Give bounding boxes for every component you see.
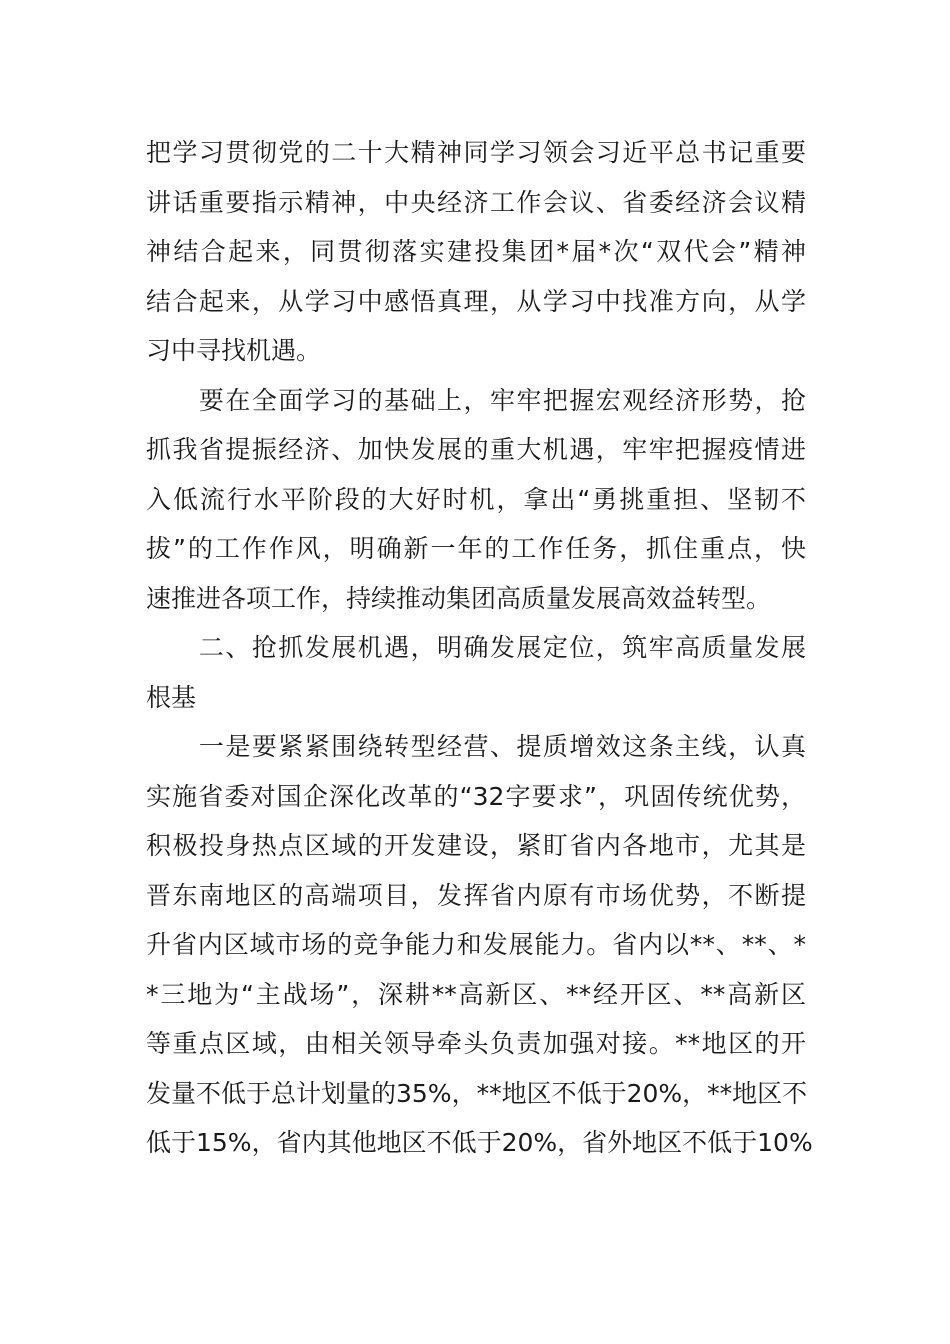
section-heading-two — [146, 623, 806, 722]
paragraph-study-integration — [146, 128, 806, 376]
text-line: 发量不低于总计划量的35%，**地区不低于20%，**地区不 — [146, 1078, 808, 1108]
text-line: 升省内区域市场的竞争能力和发展能力。省内以**、**、* — [146, 930, 806, 959]
heading-line: 二、抢抓发展机遇，明确发展定位，筑牢高质量发展 — [146, 633, 806, 662]
text-line: 结合起来，从学习中感悟真理，从学习中找准方向，从学 — [146, 286, 806, 316]
text-line: *三地为“主战场”，深耕**高新区、**经开区、**高新区 — [146, 979, 806, 1009]
text-line: 低于15%，省内其他地区不低于20%，省外地区不低于10% — [146, 1128, 813, 1157]
text-line: 讲话重要指示精神，中央经济工作会议、省委经济会议精 — [146, 187, 806, 217]
text-line: 等重点区域，由相关领导牵头负责加强对接。**地区的开 — [146, 1029, 806, 1058]
heading-line: 根基 — [146, 682, 197, 712]
text-line: 习中寻找机遇。 — [146, 336, 322, 365]
text-line: 积极投身热点区域的开发建设，紧盯省内各地市，尤其是 — [146, 831, 806, 860]
paragraph-seize-opportunity — [146, 376, 806, 624]
text-line: 拔”的工作作风，明确新一年的工作任务，抓住重点，快 — [146, 534, 806, 563]
text-line: 一是要紧紧围绕转型经营、提质增效这条主线，认真 — [146, 732, 806, 761]
text-line: 晋东南地区的高端项目，发挥省内原有市场优势，不断提 — [146, 880, 806, 910]
text-line: 要在全面学习的基础上，牢牢把握宏观经济形势，抢 — [146, 385, 806, 415]
text-line: 神结合起来，同贯彻落实建投集团*届*次“双代会”精神 — [146, 237, 806, 266]
text-line: 实施省委对国企深化改革的“32字要求”，巩固传统优势， — [146, 781, 806, 811]
text-line: 入低流行水平阶段的大好时机，拿出“勇挑重担、坚韧不 — [146, 484, 806, 514]
text-line: 把学习贯彻党的二十大精神同学习领会习近平总书记重要 — [146, 138, 806, 167]
document-body — [146, 128, 813, 1168]
paragraph-point-one — [146, 722, 813, 1168]
text-line: 抓我省提振经济、加快发展的重大机遇，牢牢把握疫情进 — [146, 435, 806, 464]
text-line: 速推进各项工作，持续推动集团高质量发展高效益转型。 — [146, 583, 772, 613]
